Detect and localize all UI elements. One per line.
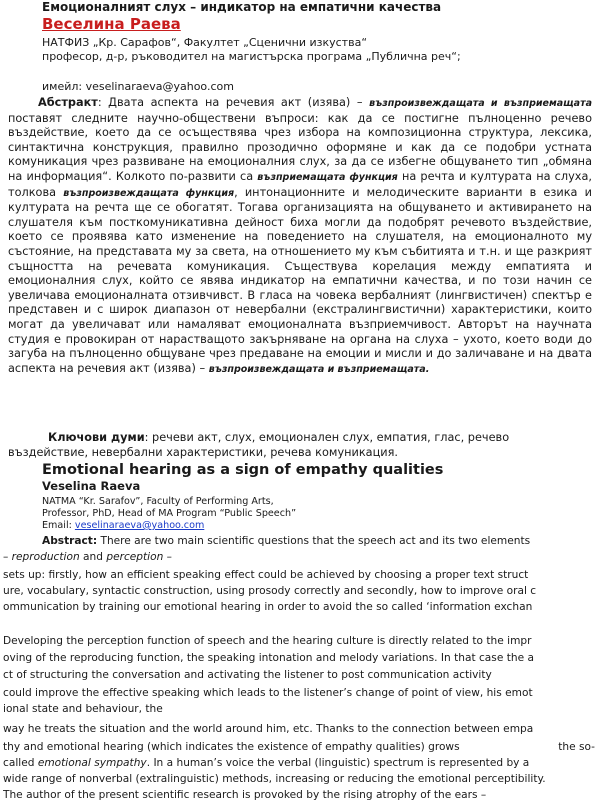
abstract-emphasis: възпроизвеждащата и възприемащата. — [208, 363, 430, 375]
abstract-line-text: – — [3, 551, 12, 563]
abstract-emphasis: възпроизвеждащата и възприемащата — [369, 98, 592, 109]
abstract-line-text: There are two main scientific questions that the speech act and its two elements — [97, 535, 531, 547]
abstract-line-emphasis: emotional sympathy — [37, 757, 147, 769]
abstract-line-emphasis: perception — [106, 551, 164, 563]
english-abstract-line: Developing the perception function of speech and the hearing culture is directly related to the impr — [3, 635, 532, 647]
abstract-label: Абстракт — [38, 96, 98, 109]
bulgarian-author: Веселина Раева — [42, 15, 181, 33]
english-abstract-line — [3, 550, 597, 564]
english-abstract-line: sets up: firstly, how an efficient speaking effect could be achieved by choosing a proper text struct — [3, 569, 529, 581]
english-abstract-line: way he treats the situation and the world around him, etc. Thanks to the connection between empa — [3, 723, 534, 735]
english-abstract-line: oving of the reproducing function, the speaking intonation and melody variations. In that case the a — [3, 652, 534, 664]
email-link[interactable]: veselinaraeva@yahoo.com — [74, 520, 205, 531]
keywords-label: Ключови думи — [48, 431, 145, 444]
english-abstract-line: ommunication by training our emotional hearing in order to avoid the so called ‘information exchan — [3, 601, 533, 613]
english-abstract-line — [42, 534, 597, 548]
english-abstract-line — [3, 740, 597, 754]
abstract-text: на речта и културата на слуха, толкова — [8, 169, 593, 199]
bulgarian-affiliation-1: НАТФИЗ „Кр. Сарафов“, Факултет „Сценични изкуства“ — [42, 36, 368, 49]
bulgarian-affiliation-2: професор, д-р, ръководител на магистърска програма „Публична реч“; — [42, 50, 461, 63]
abstract-emphasis: възпроизвеждащата функция — [63, 187, 235, 199]
english-affiliation-2: Professor, PhD, Head of MA Program “Public Speech” — [42, 508, 297, 519]
english-abstract-label: Abstract: — [42, 535, 98, 547]
english-title: Emotional hearing as a sign of empathy qualities — [42, 462, 444, 478]
bulgarian-title: Емоционалният слух – индикатор на емпатични качества — [42, 0, 442, 14]
english-affiliation-1: NATMA “Kr. Sarafov”, Faculty of Performing Arts, — [42, 496, 274, 507]
abstract-text: поставят следните научно-обществени въпроси: как да се постигне пълноценно речево въздействие, което да се осъществява чрез избора на композиционна структура, лексика, синтактична конструкция, правилно прозодично оформяне и как да се подобри устната комуникация чрез развиване на емоционалния слух, за да се избегне общуването тип „обмяна на информация“. Колкото по-развити са — [8, 111, 592, 183]
abstract-emphasis: възприемащата функция — [257, 171, 398, 183]
abstract-text: : Двата аспекта на речевия акт (изява) – — [97, 96, 363, 109]
english-abstract-line: could improve the effective speaking which leads to the listener’s change of point of view, his emot — [3, 687, 533, 699]
english-author: Veselina Raeva — [42, 479, 141, 493]
english-email — [42, 520, 204, 531]
abstract-text: , интонационните и мелодическите варианти в езика и културата на речта ще се обогатят. Тогава организацията на общуването и активирането на слушателя към посткомуникативна дейност биха могли да подобрят речевото въздействие, което се проявява като изменение на поведението на слушателя, на емоционалното му състояние, на представата му за света, на отношението му към събитията и т.н. и ще разкрият същността на речевата комуникация. Съществува корелация между емпатията и емоционалния слух, който се явява индикатор на емпатични качества, и по този начин се увеличава емоционалната отзивчивст. В гласа на човека вербалният (лингвистичен) спектър е представен и с широк диапазон от невербални (екстралингвистични) характеристики, които могат да увеличават или намаляват емоционалната възприемчивост. Авторът на научната студия е провокиран от нарастващото закърняване на органа на слуха – ухото, което води до загуба на пълноценно общуване чрез предаване на емоции и мисли и до заличаване и на двата аспекта на речевия акт (изява) – — [8, 185, 592, 375]
abstract-line-text: called — [3, 757, 38, 769]
abstract-line-text: the so- — [558, 741, 595, 753]
bulgarian-email: имейл: veselinaraeva@yahoo.com — [42, 80, 234, 93]
english-abstract-line — [3, 756, 597, 770]
english-abstract-line: ure, vocabulary, syntactic construction, using prosody correctly and secondly, how to improve oral c — [3, 585, 537, 597]
english-abstract-line: ct of structuring the conversation and activating the listener to post communication activity — [3, 669, 492, 681]
abstract-line-text: and — [79, 551, 107, 563]
bulgarian-abstract — [8, 96, 592, 377]
abstract-line-text: . In a human’s voice the verbal (linguistic) spectrum is represented by a — [146, 757, 530, 769]
abstract-line-emphasis: reproduction — [11, 551, 80, 563]
english-abstract-line: The author of the present scientific research is provoked by the rising atrophy of the ears – — [3, 789, 487, 801]
abstract-line-text: thy and emotional hearing (which indicates the existence of empathy qualities) grows — [3, 741, 460, 753]
english-abstract-line: wide range of nonverbal (extralinguistic) methods, increasing or reducing the emotional perceptibility. — [3, 773, 546, 785]
english-abstract-line: ional state and behaviour, the — [3, 703, 163, 715]
email-label: Email: — [42, 520, 75, 531]
keywords-text: : речеви акт, слух, емоционален слух, емпатия, глас, речево въздействие, невербални характеристики, речева комуникация. — [8, 431, 510, 459]
bulgarian-keywords — [8, 431, 592, 460]
abstract-line-text: – — [163, 551, 172, 563]
